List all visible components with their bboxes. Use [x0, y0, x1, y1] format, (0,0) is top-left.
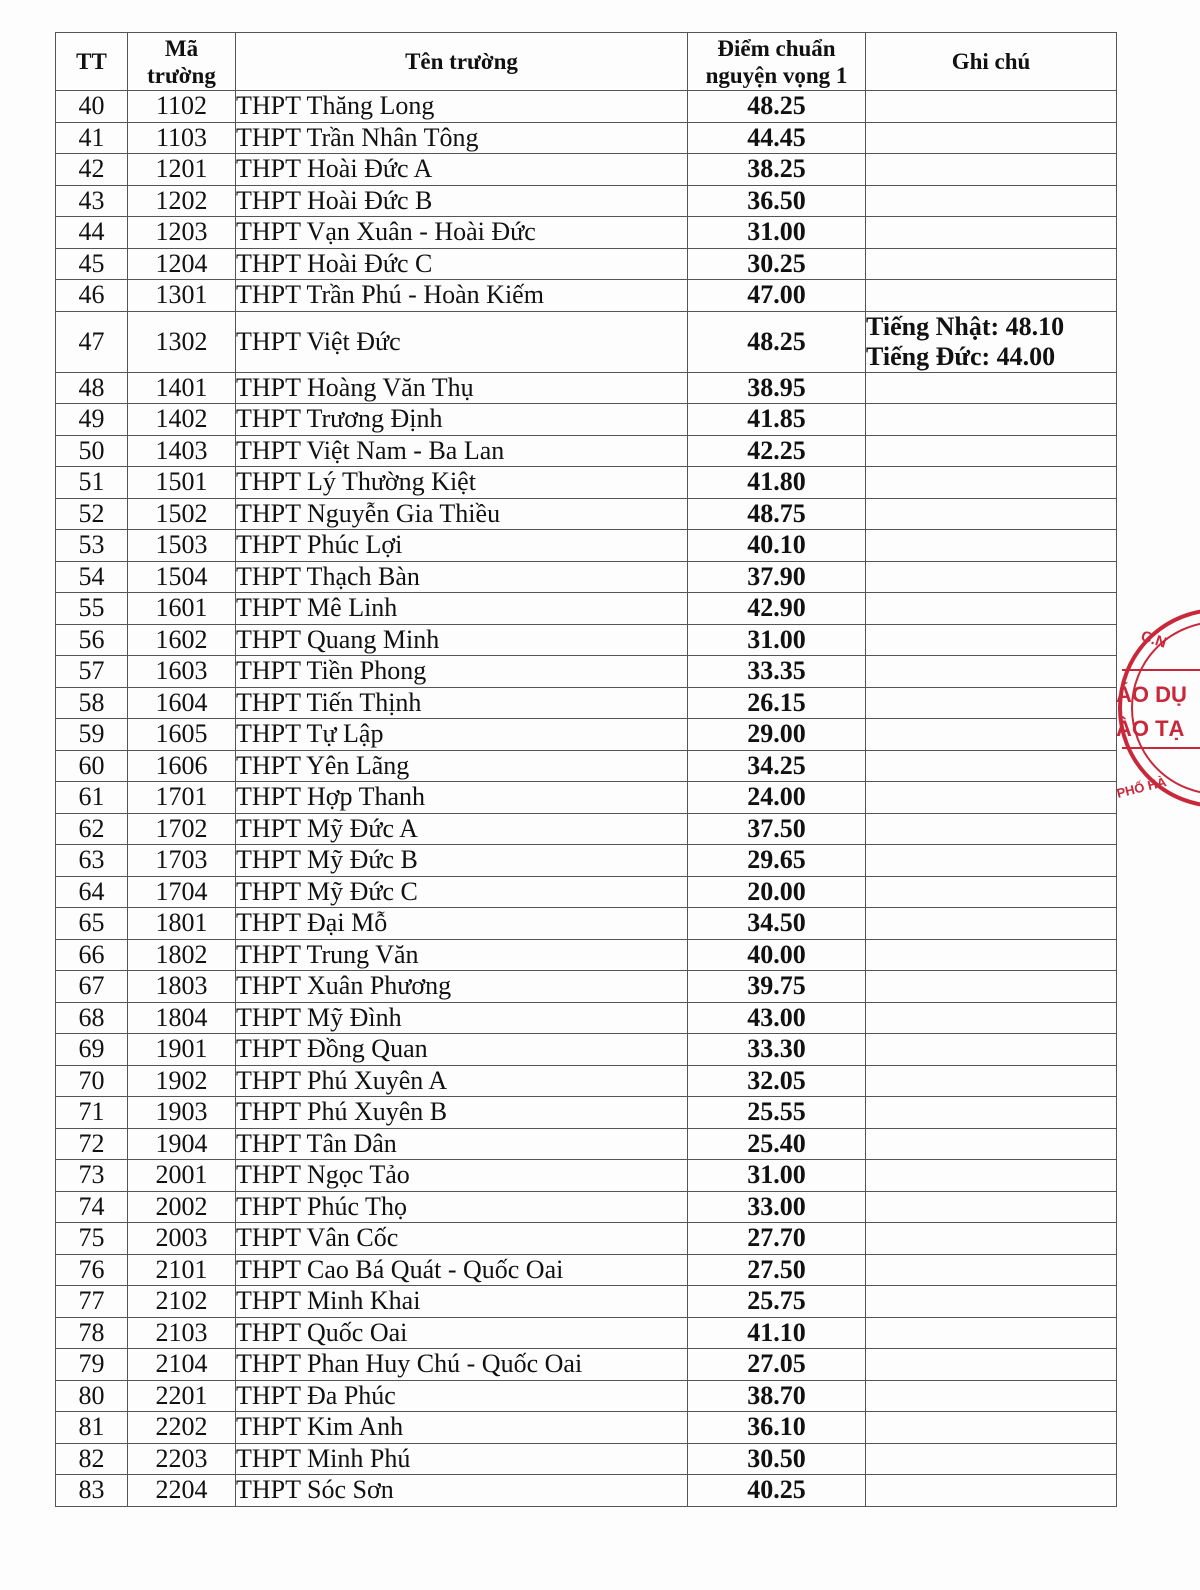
school-name: THPT Đồng Quan	[236, 1034, 688, 1066]
school-name: THPT Lý Thường Kiệt	[236, 467, 688, 499]
school-code: 2201	[128, 1380, 236, 1412]
school-name: THPT Ngọc Tảo	[236, 1160, 688, 1192]
cutoff-score: 31.00	[688, 624, 866, 656]
school-name: THPT Mỹ Đức B	[236, 845, 688, 877]
row-number: 57	[56, 656, 128, 688]
row-number: 51	[56, 467, 128, 499]
school-code: 1203	[128, 217, 236, 249]
note-cell	[866, 154, 1117, 186]
school-code: 1102	[128, 91, 236, 123]
note-cell	[866, 185, 1117, 217]
table-row	[56, 498, 1117, 530]
school-name: THPT Minh Phú	[236, 1443, 688, 1475]
row-number: 41	[56, 122, 128, 154]
cutoff-score: 25.55	[688, 1097, 866, 1129]
note-cell	[866, 1160, 1117, 1192]
school-code: 1202	[128, 185, 236, 217]
school-name: THPT Kim Anh	[236, 1412, 688, 1444]
table-row	[56, 624, 1117, 656]
school-name: THPT Hoài Đức C	[236, 248, 688, 280]
school-code: 1603	[128, 656, 236, 688]
school-code: 1501	[128, 467, 236, 499]
school-name: THPT Hoàng Văn Thụ	[236, 372, 688, 404]
cutoff-score: 41.85	[688, 404, 866, 436]
table-row	[56, 1349, 1117, 1381]
school-code: 1601	[128, 593, 236, 625]
note-cell	[866, 311, 1117, 372]
school-code: 1401	[128, 372, 236, 404]
school-code: 1902	[128, 1065, 236, 1097]
cutoff-score: 48.25	[688, 311, 866, 372]
school-name: THPT Tân Dân	[236, 1128, 688, 1160]
table-row	[56, 908, 1117, 940]
table-row	[56, 372, 1117, 404]
school-code: 1403	[128, 435, 236, 467]
cutoff-score: 48.25	[688, 91, 866, 123]
note-cell	[866, 1443, 1117, 1475]
note-cell	[866, 1002, 1117, 1034]
note-cell	[866, 122, 1117, 154]
school-name: THPT Quốc Oai	[236, 1317, 688, 1349]
school-name: THPT Quang Minh	[236, 624, 688, 656]
row-number: 56	[56, 624, 128, 656]
row-number: 79	[56, 1349, 128, 1381]
school-code: 2002	[128, 1191, 236, 1223]
row-number: 50	[56, 435, 128, 467]
cutoff-score: 29.00	[688, 719, 866, 751]
cutoff-score: 42.90	[688, 593, 866, 625]
table-row	[56, 939, 1117, 971]
table-row	[56, 1002, 1117, 1034]
table-row	[56, 593, 1117, 625]
note-cell	[866, 750, 1117, 782]
note-cell	[866, 1034, 1117, 1066]
cutoff-score: 25.40	[688, 1128, 866, 1160]
note-cell	[866, 1097, 1117, 1129]
note-cell	[866, 248, 1117, 280]
note-cell	[866, 624, 1117, 656]
school-name: THPT Mỹ Đức C	[236, 876, 688, 908]
svg-text:ÁO DỤ: ÁO DỤ	[1116, 682, 1187, 707]
school-code: 1103	[128, 122, 236, 154]
note-cell	[866, 217, 1117, 249]
school-name: THPT Minh Khai	[236, 1286, 688, 1318]
school-code: 1802	[128, 939, 236, 971]
table-row	[56, 750, 1117, 782]
school-code: 1704	[128, 876, 236, 908]
school-name: THPT Vân Cốc	[236, 1223, 688, 1255]
row-number: 49	[56, 404, 128, 436]
cutoff-score: 30.50	[688, 1443, 866, 1475]
row-number: 80	[56, 1380, 128, 1412]
school-code: 2202	[128, 1412, 236, 1444]
header-school-code: Mã trường	[128, 33, 236, 91]
table-row	[56, 876, 1117, 908]
cutoff-score: 40.00	[688, 939, 866, 971]
table-row	[56, 687, 1117, 719]
school-name: THPT Phúc Lợi	[236, 530, 688, 562]
school-name: THPT Thăng Long	[236, 91, 688, 123]
table-row	[56, 813, 1117, 845]
table-row	[56, 1443, 1117, 1475]
table-row	[56, 280, 1117, 312]
note-cell	[866, 1380, 1117, 1412]
table-row	[56, 1128, 1117, 1160]
school-code: 1606	[128, 750, 236, 782]
cutoff-score: 27.50	[688, 1254, 866, 1286]
school-name: THPT Tiền Phong	[236, 656, 688, 688]
row-number: 68	[56, 1002, 128, 1034]
cutoff-score: 33.00	[688, 1191, 866, 1223]
note-cell	[866, 971, 1117, 1003]
table-row	[56, 91, 1117, 123]
school-name: THPT Phú Xuyên A	[236, 1065, 688, 1097]
cutoff-score: 43.00	[688, 1002, 866, 1034]
row-number: 78	[56, 1317, 128, 1349]
note-cell	[866, 908, 1117, 940]
school-name: THPT Tiến Thịnh	[236, 687, 688, 719]
note-cell	[866, 372, 1117, 404]
note-cell	[866, 1191, 1117, 1223]
note-cell	[866, 1475, 1117, 1507]
table-row	[56, 782, 1117, 814]
school-name: THPT Phan Huy Chú - Quốc Oai	[236, 1349, 688, 1381]
school-name: THPT Việt Nam - Ba Lan	[236, 435, 688, 467]
school-code: 1604	[128, 687, 236, 719]
school-name: THPT Mê Linh	[236, 593, 688, 625]
row-number: 54	[56, 561, 128, 593]
school-code: 1402	[128, 404, 236, 436]
table-row	[56, 656, 1117, 688]
school-code: 1803	[128, 971, 236, 1003]
cutoff-score: 30.25	[688, 248, 866, 280]
row-number: 46	[56, 280, 128, 312]
admission-score-table	[55, 32, 1117, 1507]
cutoff-score: 33.35	[688, 656, 866, 688]
cutoff-score: 36.10	[688, 1412, 866, 1444]
school-name: THPT Phú Xuyên B	[236, 1097, 688, 1129]
note-cell	[866, 1349, 1117, 1381]
cutoff-score: 31.00	[688, 1160, 866, 1192]
school-code: 1502	[128, 498, 236, 530]
note-cell	[866, 435, 1117, 467]
school-code: 1503	[128, 530, 236, 562]
cutoff-score: 38.25	[688, 154, 866, 186]
cutoff-score: 31.00	[688, 217, 866, 249]
cutoff-score: 37.50	[688, 813, 866, 845]
school-name: THPT Mỹ Đức A	[236, 813, 688, 845]
table-row	[56, 719, 1117, 751]
school-name: THPT Trung Văn	[236, 939, 688, 971]
note-cell	[866, 1286, 1117, 1318]
school-name: THPT Thạch Bàn	[236, 561, 688, 593]
row-number: 47	[56, 311, 128, 372]
note-cell	[866, 1317, 1117, 1349]
row-number: 44	[56, 217, 128, 249]
school-name: THPT Hoài Đức A	[236, 154, 688, 186]
cutoff-score: 40.25	[688, 1475, 866, 1507]
school-name: THPT Mỹ Đình	[236, 1002, 688, 1034]
note-cell	[866, 845, 1117, 877]
note-cell	[866, 1254, 1117, 1286]
table-row	[56, 1412, 1117, 1444]
table-row	[56, 1286, 1117, 1318]
table-row	[56, 1475, 1117, 1507]
cutoff-score: 41.80	[688, 467, 866, 499]
school-name: THPT Hợp Thanh	[236, 782, 688, 814]
table-row	[56, 185, 1117, 217]
table-row	[56, 404, 1117, 436]
note-cell	[866, 656, 1117, 688]
table-row	[56, 435, 1117, 467]
note-line: Tiếng Nhật: 48.10	[866, 311, 1065, 341]
row-number: 45	[56, 248, 128, 280]
row-number: 64	[56, 876, 128, 908]
svg-text:PHỐ HÀ: PHỐ HÀ	[1115, 774, 1168, 801]
school-name: THPT Đa Phúc	[236, 1380, 688, 1412]
school-name: THPT Việt Đức	[236, 311, 688, 372]
school-code: 2103	[128, 1317, 236, 1349]
school-code: 2003	[128, 1223, 236, 1255]
table-row	[56, 1160, 1117, 1192]
note-cell	[866, 498, 1117, 530]
row-number: 66	[56, 939, 128, 971]
note-line: Tiếng Đức: 44.00	[866, 341, 1056, 371]
row-number: 73	[56, 1160, 128, 1192]
note-cell	[866, 876, 1117, 908]
cutoff-score: 32.05	[688, 1065, 866, 1097]
table-row	[56, 1317, 1117, 1349]
note-cell	[866, 91, 1117, 123]
svg-text:ÀO TẠ: ÀO TẠ	[1116, 716, 1185, 741]
note-cell	[866, 1223, 1117, 1255]
school-code: 1702	[128, 813, 236, 845]
note-cell	[866, 939, 1117, 971]
table-row	[56, 1254, 1117, 1286]
svg-text:C.N: C.N	[1138, 627, 1169, 652]
note-cell	[866, 593, 1117, 625]
row-number: 42	[56, 154, 128, 186]
school-code: 1302	[128, 311, 236, 372]
row-number: 40	[56, 91, 128, 123]
row-number: 48	[56, 372, 128, 404]
school-code: 2104	[128, 1349, 236, 1381]
school-code: 1504	[128, 561, 236, 593]
row-number: 74	[56, 1191, 128, 1223]
school-code: 1703	[128, 845, 236, 877]
school-name: THPT Phúc Thọ	[236, 1191, 688, 1223]
school-code: 2101	[128, 1254, 236, 1286]
cutoff-score: 20.00	[688, 876, 866, 908]
school-code: 1201	[128, 154, 236, 186]
row-number: 83	[56, 1475, 128, 1507]
note-cell	[866, 530, 1117, 562]
row-number: 61	[56, 782, 128, 814]
school-code: 1605	[128, 719, 236, 751]
table-row	[56, 530, 1117, 562]
school-name: THPT Hoài Đức B	[236, 185, 688, 217]
row-number: 70	[56, 1065, 128, 1097]
row-number: 58	[56, 687, 128, 719]
cutoff-score: 27.05	[688, 1349, 866, 1381]
note-cell	[866, 813, 1117, 845]
note-cell	[866, 1412, 1117, 1444]
school-code: 2204	[128, 1475, 236, 1507]
school-name: THPT Trương Định	[236, 404, 688, 436]
cutoff-score: 25.75	[688, 1286, 866, 1318]
school-name: THPT Nguyễn Gia Thiều	[236, 498, 688, 530]
table-row	[56, 1065, 1117, 1097]
cutoff-score: 27.70	[688, 1223, 866, 1255]
table-row	[56, 1191, 1117, 1223]
table-row	[56, 971, 1117, 1003]
cutoff-score: 48.75	[688, 498, 866, 530]
header-score: Điểm chuẩn nguyện vọng 1	[688, 33, 866, 91]
table-row	[56, 467, 1117, 499]
school-code: 1301	[128, 280, 236, 312]
row-number: 77	[56, 1286, 128, 1318]
school-name: THPT Vạn Xuân - Hoài Đức	[236, 217, 688, 249]
row-number: 82	[56, 1443, 128, 1475]
cutoff-score: 41.10	[688, 1317, 866, 1349]
note-cell	[866, 719, 1117, 751]
school-name: THPT Sóc Sơn	[236, 1475, 688, 1507]
table-row	[56, 1223, 1117, 1255]
header-tt: TT	[56, 33, 128, 91]
official-stamp	[1108, 598, 1200, 818]
school-name: THPT Xuân Phương	[236, 971, 688, 1003]
table-row	[56, 1380, 1117, 1412]
school-name: THPT Cao Bá Quát - Quốc Oai	[236, 1254, 688, 1286]
row-number: 60	[56, 750, 128, 782]
school-name: THPT Yên Lãng	[236, 750, 688, 782]
school-name: THPT Trần Phú - Hoàn Kiếm	[236, 280, 688, 312]
school-code: 1204	[128, 248, 236, 280]
cutoff-score: 44.45	[688, 122, 866, 154]
row-number: 43	[56, 185, 128, 217]
cutoff-score: 39.75	[688, 971, 866, 1003]
row-number: 75	[56, 1223, 128, 1255]
school-code: 1901	[128, 1034, 236, 1066]
cutoff-score: 37.90	[688, 561, 866, 593]
cutoff-score: 40.10	[688, 530, 866, 562]
note-cell	[866, 467, 1117, 499]
note-cell	[866, 1128, 1117, 1160]
school-code: 2102	[128, 1286, 236, 1318]
row-number: 76	[56, 1254, 128, 1286]
row-number: 81	[56, 1412, 128, 1444]
row-number: 59	[56, 719, 128, 751]
row-number: 63	[56, 845, 128, 877]
school-code: 1602	[128, 624, 236, 656]
cutoff-score: 34.50	[688, 908, 866, 940]
row-number: 69	[56, 1034, 128, 1066]
note-cell	[866, 1065, 1117, 1097]
table-row	[56, 845, 1117, 877]
note-cell	[866, 782, 1117, 814]
row-number: 53	[56, 530, 128, 562]
note-cell	[866, 404, 1117, 436]
note-cell	[866, 687, 1117, 719]
row-number: 52	[56, 498, 128, 530]
table-row	[56, 122, 1117, 154]
school-code: 1903	[128, 1097, 236, 1129]
row-number: 72	[56, 1128, 128, 1160]
table-row	[56, 561, 1117, 593]
row-number: 65	[56, 908, 128, 940]
school-code: 1801	[128, 908, 236, 940]
table-row	[56, 311, 1117, 372]
school-name: THPT Tự Lập	[236, 719, 688, 751]
table-body	[56, 91, 1117, 1507]
table-header-row	[56, 33, 1117, 91]
school-code: 2001	[128, 1160, 236, 1192]
school-code: 1701	[128, 782, 236, 814]
note-cell	[866, 561, 1117, 593]
header-note: Ghi chú	[866, 33, 1117, 91]
cutoff-score: 34.25	[688, 750, 866, 782]
cutoff-score: 36.50	[688, 185, 866, 217]
cutoff-score: 26.15	[688, 687, 866, 719]
cutoff-score: 38.95	[688, 372, 866, 404]
row-number: 67	[56, 971, 128, 1003]
table-row	[56, 248, 1117, 280]
school-code: 1904	[128, 1128, 236, 1160]
note-cell	[866, 280, 1117, 312]
school-name: THPT Trần Nhân Tông	[236, 122, 688, 154]
school-name: THPT Đại Mỗ	[236, 908, 688, 940]
cutoff-score: 47.00	[688, 280, 866, 312]
school-code: 2203	[128, 1443, 236, 1475]
table-row	[56, 217, 1117, 249]
cutoff-score: 24.00	[688, 782, 866, 814]
table-row	[56, 154, 1117, 186]
cutoff-score: 33.30	[688, 1034, 866, 1066]
table-row	[56, 1034, 1117, 1066]
header-school-name: Tên trường	[236, 33, 688, 91]
cutoff-score: 42.25	[688, 435, 866, 467]
table-row	[56, 1097, 1117, 1129]
cutoff-score: 29.65	[688, 845, 866, 877]
row-number: 55	[56, 593, 128, 625]
cutoff-score: 38.70	[688, 1380, 866, 1412]
row-number: 71	[56, 1097, 128, 1129]
row-number: 62	[56, 813, 128, 845]
school-code: 1804	[128, 1002, 236, 1034]
